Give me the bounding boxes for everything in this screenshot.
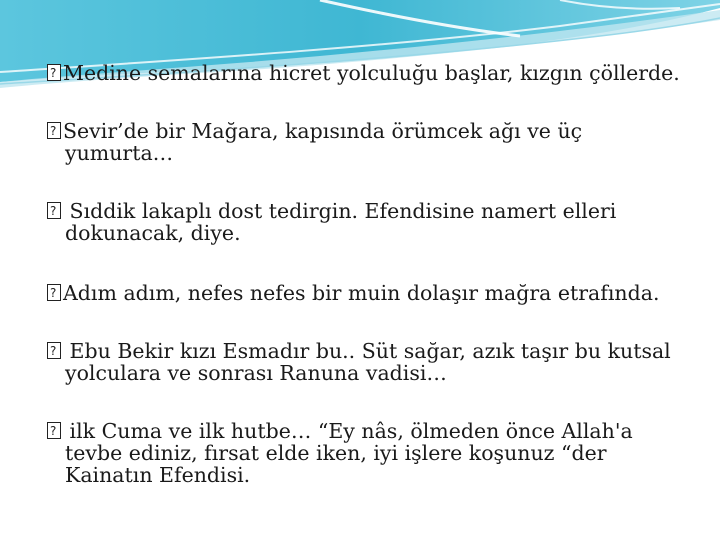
bullet-2 [47, 120, 697, 164]
bullet-5-line-1: Ebu Bekir kızı Esmadır bu.. Süt sağar, azık taşır bu kutsal [69, 339, 671, 363]
bullet-4-line-1: Adım adım, nefes nefes bir muin dolaşır mağra etrafında. [63, 281, 660, 305]
bullet-6 [47, 420, 697, 486]
bullet-5 [47, 340, 697, 384]
bullet-3 [47, 200, 697, 244]
bullet-2-line-1: Sevir’de bir Mağara, kapısında örümcek ağı ve üç [63, 119, 583, 143]
unknown-glyph-icon [47, 122, 61, 139]
unknown-glyph-icon [47, 342, 61, 359]
bullet-1 [47, 62, 697, 84]
unknown-glyph-icon [47, 202, 61, 219]
bullet-6-line-1: ilk Cuma ve ilk hutbe… “Ey nâs, ölmeden önce Allah'a [69, 419, 633, 443]
bullet-3-line-2: dokunacak, diye. [65, 221, 241, 245]
bullet-1-line-1: Medine semalarına hicret yolculuğu başlar, kızgın çöllerde. [63, 61, 680, 85]
unknown-glyph-icon [47, 284, 61, 301]
bullet-4 [47, 282, 697, 304]
bullet-6-line-2: tevbe ediniz, fırsat elde iken, iyi işlere koşunuz “der [65, 441, 607, 465]
bullet-6-line-3: Kainatın Efendisi. [65, 463, 251, 487]
bullet-2-line-2: yumurta… [65, 141, 174, 165]
unknown-glyph-icon [47, 64, 61, 81]
unknown-glyph-icon [47, 422, 61, 439]
bullet-3-line-1: Sıddik lakaplı dost tedirgin. Efendisine namert elleri [69, 199, 617, 223]
bullet-5-line-2: yolculara ve sonrası Ranuna vadisi… [65, 361, 447, 385]
